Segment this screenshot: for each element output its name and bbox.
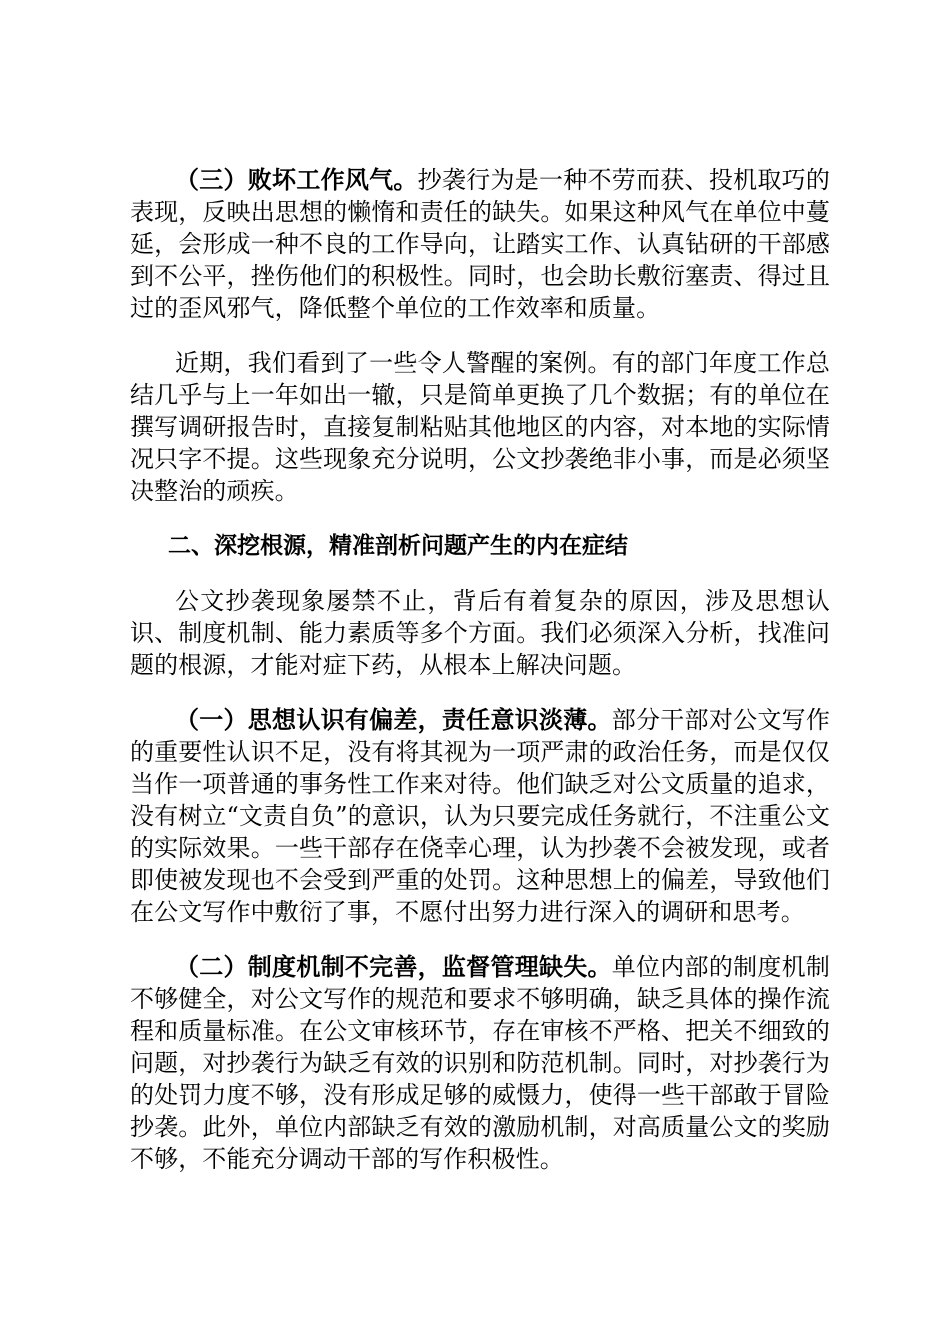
paragraph-text: 单位内部的制度机制不够健全，对公文写作的规范和要求不够明确，缺乏具体的操作流程和质量标准。在公文审核环节，存在审核不严格、把关不细致的问题，对抄袭行为缺乏有效的识别和防范机制。同时，对抄袭行为的处罚力度不够，没有形成足够的威慑力，使得一些干部敢于冒险抄袭。此外，单位内部缺乏有效的激励机制，对高质量公文的奖励不够，不能充分调动干部的写作积极性。 — [130, 953, 830, 1173]
paragraph-recent-cases — [130, 347, 830, 507]
paragraph-text: 公文抄袭现象屡禁不止，背后有着复杂的原因，涉及思想认识、制度机制、能力素质等多个方面。我们必须深入分析，找准问题的根源，才能对症下药，从根本上解决问题。 — [130, 587, 830, 679]
paragraph-text: 部分干部对公文写作的重要性认识不足，没有将其视为一项严肃的政治任务，而是仅仅当作一项普通的事务性工作来对待。他们缺乏对公文质量的追求，没有树立“文责自负”的意识，认为只要完成任务就行，不注重公文的实际效果。一些干部存在侥幸心理，认为抄袭不会被发现，或者即使被发现也不会受到严重的处罚。这种思想上的偏差，导致他们在公文写作中敷衍了事，不愿付出努力进行深入的调研和思考。 — [130, 706, 830, 926]
paragraph-text: 抄袭行为是一种不劳而获、投机取巧的表现，反映出思想的懒惰和责任的缺失。如果这种风气在单位中蔓延，会形成一种不良的工作导向，让踏实工作、认真钻研的干部感到不公平，挫伤他们的积极性。同时，也会助长敷衍塞责、得过且过的歪风邪气，降低整个单位的工作效率和质量。 — [130, 166, 830, 322]
paragraph-institutional-gaps — [130, 951, 830, 1175]
paragraph-lead: （一）思想认识有偏差，责任意识淡薄。 — [175, 706, 612, 734]
paragraph-lead: （二）制度机制不完善，监督管理缺失。 — [175, 953, 612, 981]
paragraph-lead: （三）败坏工作风气。 — [175, 166, 418, 194]
paragraph-root-causes-intro — [130, 585, 830, 681]
section-heading: 二、深挖根源，精准剖析问题产生的内在症结 — [168, 533, 628, 559]
paragraph-ideological-bias — [130, 704, 830, 928]
paragraph-text: 近期，我们看到了一些令人警醒的案例。有的部门年度工作总结几乎与上一年如出一辙，只是简单更换了几个数据；有的单位在撰写调研报告时，直接复制粘贴其他地区的内容，对本地的实际情况只字不提。这些现象充分说明，公文抄袭绝非小事，而是必须坚决整治的顽疾。 — [130, 349, 830, 505]
document-body — [130, 164, 830, 1198]
paragraph-bad-work-style — [130, 164, 830, 324]
